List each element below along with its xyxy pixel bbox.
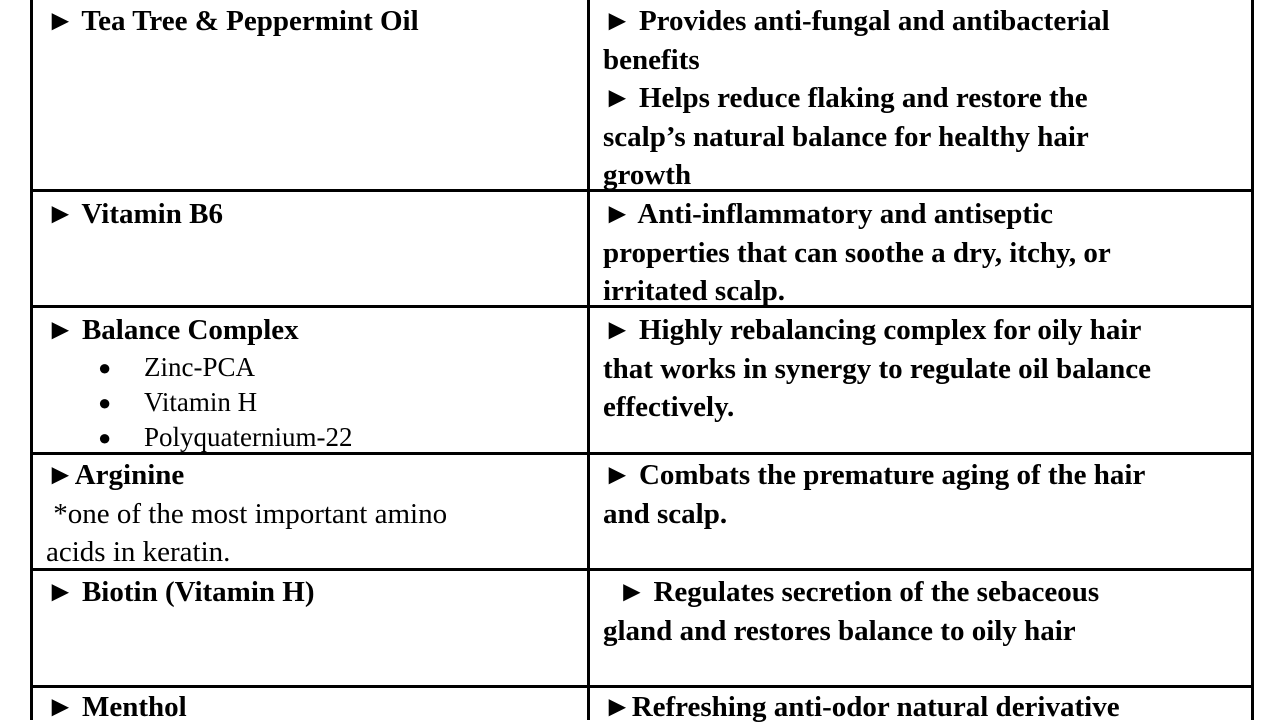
benefit-line: ► Anti-inflammatory and antiseptic xyxy=(603,198,1054,230)
sub-item-label: Zinc-PCA xyxy=(144,351,255,382)
ingredient-note: *one of the most important amino xyxy=(46,497,448,530)
sub-item-label: Vitamin H xyxy=(144,386,258,417)
ingredient-name: ► Balance Complex xyxy=(46,314,299,346)
ingredient-name: ► Vitamin B6 xyxy=(46,198,223,230)
benefit-line: properties that can soothe a dry, itchy, or xyxy=(603,236,1111,269)
table-row-biotin-benefit xyxy=(603,573,1243,650)
sub-item xyxy=(46,385,584,420)
benefit-line: gland and restores balance to oily hair xyxy=(603,614,1076,647)
ingredient-name: ►Arginine xyxy=(46,459,185,491)
table-row-menthol-ingredient xyxy=(46,688,584,727)
bullet-icon: ● xyxy=(98,424,112,450)
table-row-biotin-ingredient xyxy=(46,573,584,612)
table-row-arginine-ingredient xyxy=(46,456,584,572)
benefit-line: irritated scalp. xyxy=(603,275,786,307)
sub-item xyxy=(46,350,584,385)
benefit-line: growth xyxy=(603,159,692,191)
ingredient-note: acids in keratin. xyxy=(46,536,231,568)
table-row-arginine-benefit xyxy=(603,456,1243,533)
table-row-balance-complex-ingredient xyxy=(46,311,584,455)
benefit-line: effectively. xyxy=(603,391,735,423)
benefit-line: that works in synergy to regulate oil balance xyxy=(603,352,1152,385)
table-row-balance-complex-benefit xyxy=(603,311,1243,427)
sub-item xyxy=(46,420,584,455)
ingredient-name: ► Biotin (Vitamin H) xyxy=(46,576,315,608)
benefit-line: and scalp. xyxy=(603,497,728,530)
benefit-line: ► Provides anti-fungal and antibacterial xyxy=(603,5,1110,37)
table-row-menthol-benefit xyxy=(603,688,1243,727)
table-row-tea-tree-benefit xyxy=(603,2,1243,195)
benefit-line: benefits xyxy=(603,43,700,76)
table-column-divider xyxy=(587,0,590,720)
benefit-line: ► Helps reduce flaking and restore the xyxy=(603,82,1088,114)
bullet-icon: ● xyxy=(98,354,112,380)
benefit-line: ►Refreshing anti-odor natural derivative xyxy=(603,691,1120,723)
benefit-line: ► Highly rebalancing complex for oily hair xyxy=(603,314,1142,346)
table-row-vitamin-b6-benefit xyxy=(603,195,1243,311)
table-border-left xyxy=(30,0,33,720)
table-border-right xyxy=(1251,0,1254,720)
bullet-icon: ● xyxy=(98,389,112,415)
sub-item-label: Polyquaternium-22 xyxy=(144,421,353,452)
table-row-vitamin-b6-ingredient xyxy=(46,195,584,234)
benefit-line: scalp’s natural balance for healthy hair xyxy=(603,120,1089,153)
benefit-line: ► Regulates secretion of the sebaceous xyxy=(603,576,1100,608)
benefit-line: ► Combats the premature aging of the hair xyxy=(603,459,1146,491)
ingredient-name: ► Tea Tree & Peppermint Oil xyxy=(46,5,419,37)
ingredient-name: ► Menthol xyxy=(46,691,187,723)
table-row-tea-tree-ingredient xyxy=(46,2,584,41)
